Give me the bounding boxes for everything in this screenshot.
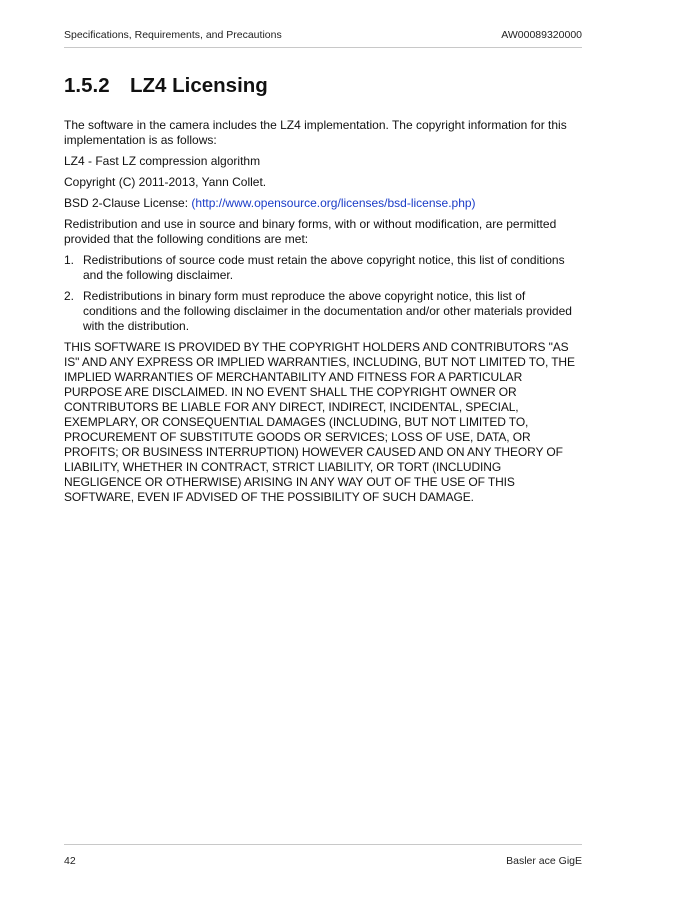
- list-marker: 1.: [64, 253, 75, 267]
- intro-paragraph: The software in the camera includes the LZ4 implementation. The copyright information for this implementation is as follows:: [64, 118, 567, 147]
- list-marker: 2.: [64, 289, 75, 303]
- disclaimer-paragraph: THIS SOFTWARE IS PROVIDED BY THE COPYRIGHT HOLDERS AND CONTRIBUTORS "AS IS" AND ANY EXPRESS OR IMPLIED WARRANTIES, INCLUDING, BUT NOT LIMITED TO, THE IMPLIED WARRANTIES OF MERCHANTABILITY AND FITNESS FOR A PARTICULAR PURPOSE ARE DISCLAIMED. IN NO EVENT SHALL THE COPYRIGHT OWNER OR CONTRIBUTORS BE LIABLE FOR ANY DIRECT, INDIRECT, INCIDENTAL, SPECIAL, EXEMPLARY, OR CONSEQUENTIAL DAMAGES (INCLUDING, BUT NOT LIMITED TO, PROCUREMENT OF SUBSTITUTE GOODS OR SERVICES; LOSS OF USE, DATA, OR PROFITS; OR BUSINESS INTERRUPTION) HOWEVER CAUSED AND ON ANY THEORY OF LIABILITY, WHETHER IN CONTRACT, STRICT LIABILITY, OR TORT (INCLUDING NEGLIGENCE OR OTHERWISE) ARISING IN ANY WAY OUT OF THE USE OF THIS SOFTWARE, EVEN IF ADVISED OF THE POSSIBILITY OF SUCH DAMAGE.: [64, 340, 575, 504]
- page-number: 42: [64, 855, 76, 867]
- section-heading: [64, 74, 268, 98]
- section-title: LZ4 Licensing: [130, 74, 268, 97]
- list-item-text: Redistributions in binary form must reproduce the above copyright notice, this list of conditions and the following disclaimer in the documentation and/or other materials provided with the distribution.: [83, 289, 572, 333]
- redistribution-paragraph: Redistribution and use in source and binary forms, with or without modification, are permitted provided that the following conditions are met:: [64, 217, 557, 246]
- header-chapter-title: Specifications, Requirements, and Precautions: [64, 29, 282, 41]
- header-document-number: AW00089320000: [501, 29, 582, 41]
- page-footer: [64, 844, 582, 869]
- copyright-line: Copyright (C) 2011-2013, Yann Collet.: [64, 175, 267, 189]
- list-item: [64, 289, 580, 334]
- license-body: [64, 118, 580, 511]
- product-name: LZ4 - Fast LZ compression algorithm: [64, 154, 261, 168]
- list-item: [64, 253, 580, 283]
- conditions-list: [64, 253, 580, 334]
- page-header: [64, 29, 582, 48]
- section-number: 1.5.2: [64, 74, 110, 97]
- list-item-text: Redistributions of source code must retain the above copyright notice, this list of conditions and the following disclaimer.: [83, 253, 565, 282]
- license-line: [64, 196, 580, 211]
- footer-product-name: Basler ace GigE: [506, 855, 582, 867]
- license-label: BSD 2-Clause License:: [64, 196, 192, 210]
- license-link[interactable]: (http://www.opensource.org/licenses/bsd-license.php): [191, 196, 476, 210]
